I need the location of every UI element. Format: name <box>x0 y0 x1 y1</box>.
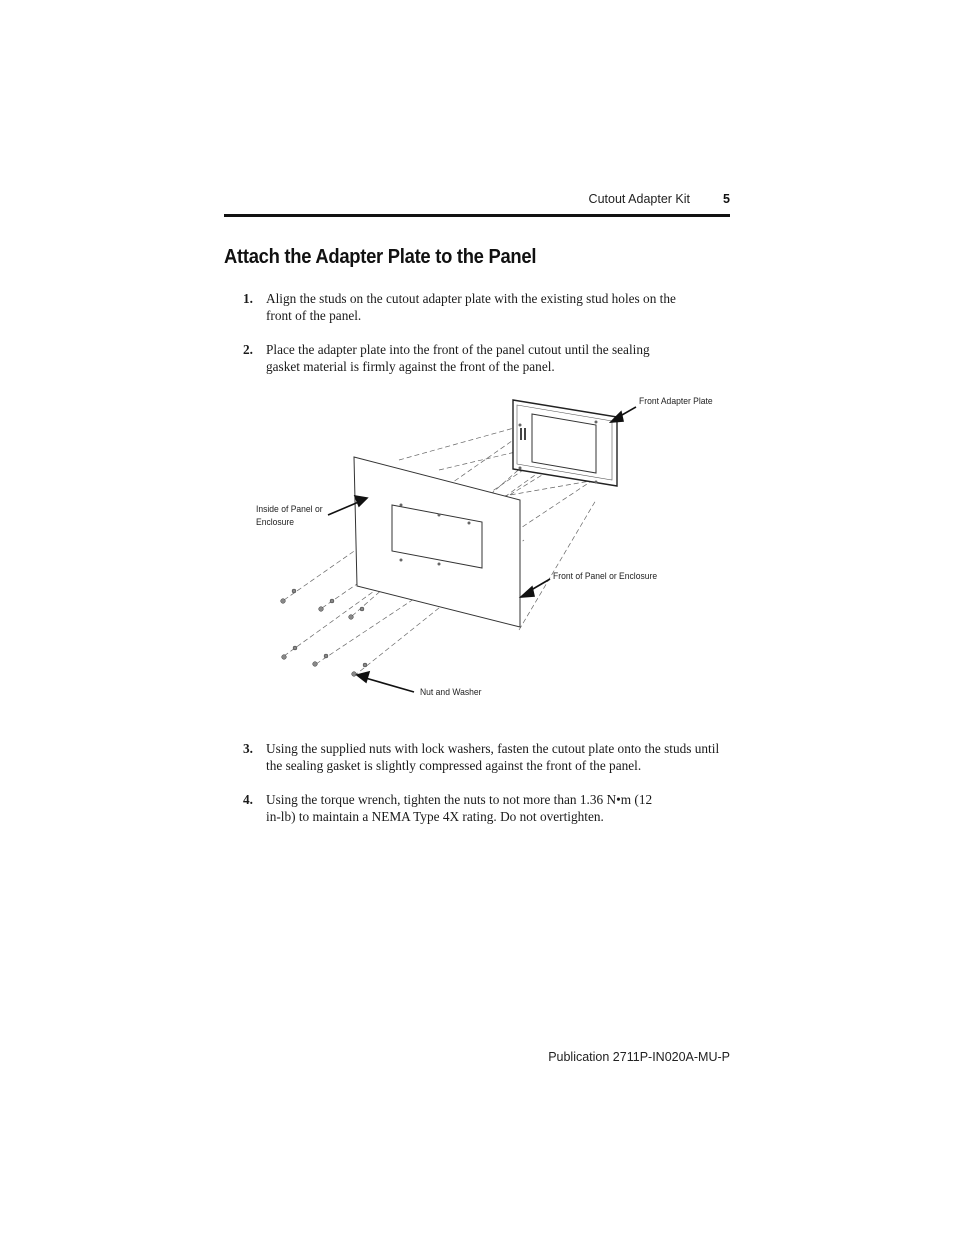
step-text: Using the supplied nuts with lock washers, fasten the cutout plate onto the studs until the sealing gasket is slightly compressed against the front of the panel. <box>266 741 720 773</box>
step-2 <box>243 341 683 375</box>
publication-number: Publication 2711P-IN020A-MU-P <box>548 1050 730 1064</box>
label-nut-washer: Nut and Washer <box>420 687 482 698</box>
step-number: 2. <box>243 342 253 357</box>
step-number: 3. <box>243 741 253 756</box>
step-4 <box>243 791 663 825</box>
label-front-adapter-plate: Front Adapter Plate <box>639 396 713 407</box>
exploded-assembly-drawing <box>224 390 730 720</box>
section-title: Attach the Adapter Plate to the Panel <box>224 246 537 268</box>
step-1 <box>243 290 683 324</box>
step-text: Place the adapter plate into the front of the panel cutout until the sealing gasket material is firmly against the front of the panel. <box>266 342 650 374</box>
page-number: 5 <box>723 192 730 206</box>
step-text: Align the studs on the cutout adapter plate with the existing stud holes on the front of the panel. <box>266 291 676 323</box>
step-text: Using the torque wrench, tighten the nuts to not more than 1.36 N•m (12 in-lb) to maintain a NEMA Type 4X rating. Do not overtighten. <box>266 792 653 824</box>
step-number: 1. <box>243 291 253 306</box>
label-inside-panel: Inside of Panel or Enclosure <box>256 504 323 528</box>
adapter-plate-window <box>532 414 596 473</box>
step-number: 4. <box>243 792 253 807</box>
label-front-panel: Front of Panel or Enclosure <box>553 571 658 582</box>
mounting-diagram <box>224 390 730 720</box>
header-rule <box>224 214 730 217</box>
running-header-title: Cutout Adapter Kit <box>588 192 690 206</box>
step-3 <box>243 740 733 774</box>
nut-and-washer-set <box>281 589 367 676</box>
